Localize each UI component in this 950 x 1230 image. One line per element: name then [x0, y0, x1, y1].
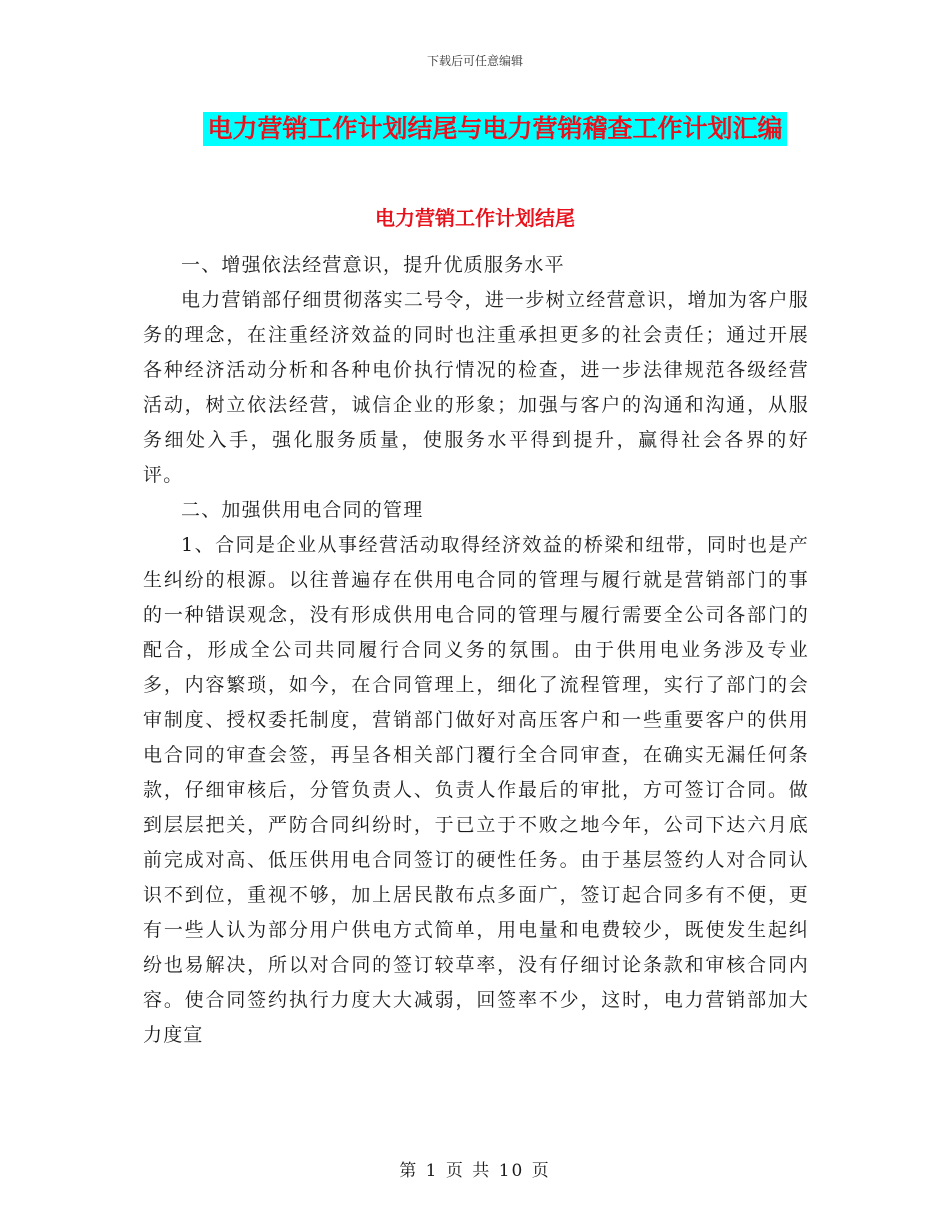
- document-body: [143, 248, 809, 1053]
- body-paragraph-1: 电力营销部仔细贯彻落实二号令，进一步树立经营意识，增加为客户服务的理念，在注重经济效益的同时也注重承担更多的社会责任；通过开展各种经济活动分析和各种电价执行情况的检查，进一步法律规范各级经营活动，树立依法经营，诚信企业的形象；加强与客户的沟通和沟通，从服务细处入手，强化服务质量，使服务水平得到提升，赢得社会各界的好评。: [143, 289, 809, 486]
- main-title: 电力营销工作计划结尾与电力营销稽查工作计划汇编: [203, 112, 786, 146]
- heading-paragraph-1: 一、增强依法经营意识，提升优质服务水平: [181, 254, 565, 276]
- page-number-footer: 第 1 页 共 10 页: [399, 1161, 551, 1181]
- heading-paragraph-2: 二、加强供用电合同的管理: [181, 499, 424, 521]
- section-title: 电力营销工作计划结尾: [375, 206, 575, 230]
- body-paragraph-2: 1、合同是企业从事经营活动取得经济效益的桥梁和纽带，同时也是产生纠纷的根源。以往普遍存在供用电合同的管理与履行就是营销部门的事的一种错误观念，没有形成供用电合同的管理与履行需要全公司各部门的配合，形成全公司共同履行合同义务的氛围。由于供用电业务涉及专业多，内容繁琐，如今，在合同管理上，细化了流程管理，实行了部门的会审制度、授权委托制度，营销部门做好对高压客户和一些重要客户的供用电合同的审查会签，再呈各相关部门覆行全合同审查，在确实无漏任何条款，仔细审核后，分管负责人、负责人作最后的审批，方可签订合同。做到层层把关，严防合同纠纷时，于已立于不败之地今年，公司下达六月底前完成对高、低压供用电合同签订的硬性任务。由于基层签约人对合同认识不到位，重视不够，加上居民散布点多面广，签订起合同多有不便，更有一些人认为部分用户供电方式简单，用电量和电费较少，既使发生起纠纷也易解决，所以对合同的签订较草率，没有仔细讨论条款和审核合同内容。使合同签约执行力度大大减弱，回签率不少，这时，电力营销部加大力度宣: [143, 534, 809, 1046]
- main-title-container: [0, 112, 950, 146]
- page-header-note: 下载后可任意编辑: [426, 54, 523, 68]
